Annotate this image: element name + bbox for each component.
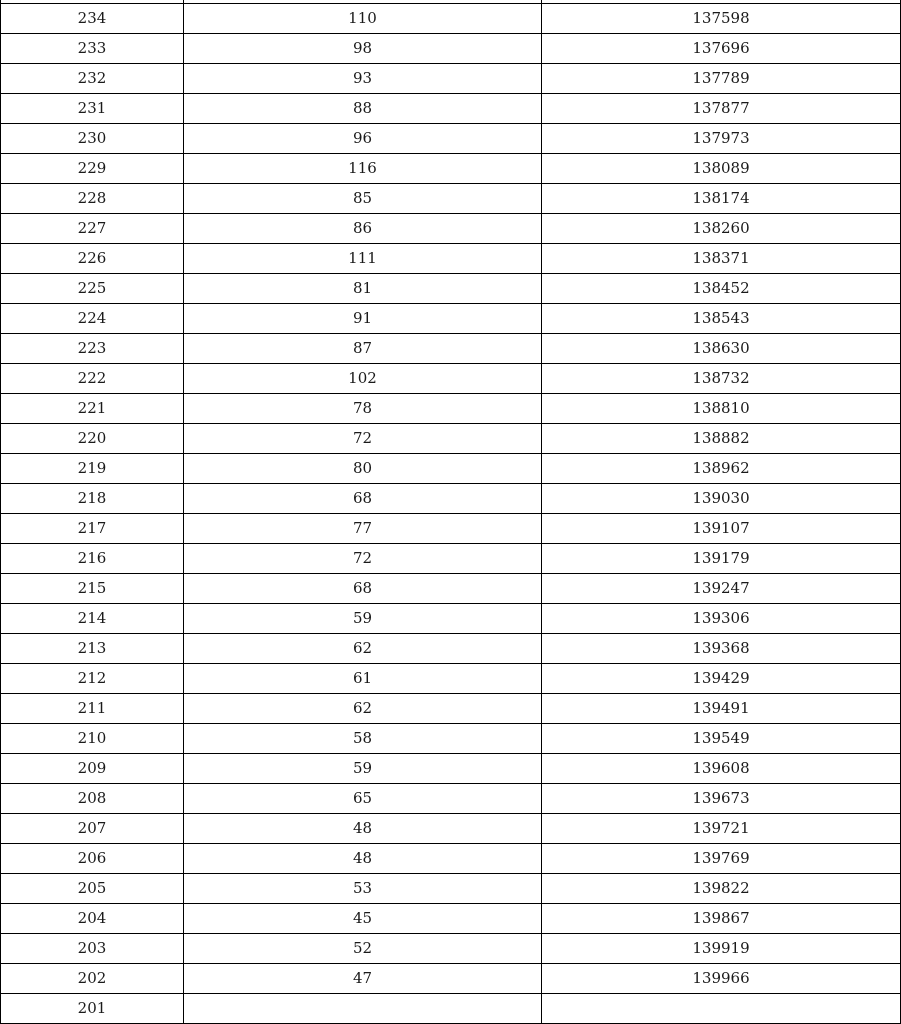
score-cell: 204: [1, 904, 184, 934]
cumulative-count-cell: 139247: [542, 574, 901, 604]
score-cell: 220: [1, 424, 184, 454]
cumulative-count-cell: 138630: [542, 334, 901, 364]
table-row: [1, 364, 901, 394]
table-row: [1, 244, 901, 274]
cumulative-count-cell: 139030: [542, 484, 901, 514]
cumulative-count-cell: 137598: [542, 4, 901, 34]
score-cell: 233: [1, 34, 184, 64]
score-cell: 219: [1, 454, 184, 484]
table-row: [1, 484, 901, 514]
cumulative-count-cell: 139306: [542, 604, 901, 634]
score-cell: 214: [1, 604, 184, 634]
table-row: [1, 64, 901, 94]
cumulative-count-cell: 138089: [542, 154, 901, 184]
cumulative-count-cell: 138260: [542, 214, 901, 244]
cumulative-count-cell: 139966: [542, 964, 901, 994]
count-cell: 65: [184, 784, 542, 814]
count-cell: 62: [184, 694, 542, 724]
cumulative-count-cell: 139822: [542, 874, 901, 904]
cumulative-count-cell: 139491: [542, 694, 901, 724]
table-row: [1, 214, 901, 244]
table-body: [1, 0, 901, 1024]
count-cell: 52: [184, 934, 542, 964]
table-row: [1, 754, 901, 784]
score-cell: 232: [1, 64, 184, 94]
count-cell: 102: [184, 364, 542, 394]
count-cell: 48: [184, 814, 542, 844]
table-row: [1, 574, 901, 604]
score-cell: 217: [1, 514, 184, 544]
count-cell: 86: [184, 214, 542, 244]
score-cell: 203: [1, 934, 184, 964]
count-cell: 58: [184, 724, 542, 754]
table-row: [1, 904, 901, 934]
cumulative-count-cell: 139721: [542, 814, 901, 844]
count-cell: 68: [184, 574, 542, 604]
score-cell: 209: [1, 754, 184, 784]
score-cell: 230: [1, 124, 184, 154]
score-cell: 223: [1, 334, 184, 364]
table-row: [1, 724, 901, 754]
score-cell: 229: [1, 154, 184, 184]
count-cell: 85: [184, 184, 542, 214]
count-cell: 87: [184, 334, 542, 364]
cumulative-count-cell: 139549: [542, 724, 901, 754]
count-cell: [184, 994, 542, 1024]
score-cell: 207: [1, 814, 184, 844]
table-row: [1, 694, 901, 724]
count-cell: 68: [184, 484, 542, 514]
score-cell: 221: [1, 394, 184, 424]
score-cell: 234: [1, 4, 184, 34]
count-cell: 59: [184, 604, 542, 634]
cumulative-count-cell: 139919: [542, 934, 901, 964]
table-row: [1, 514, 901, 544]
score-cell: 216: [1, 544, 184, 574]
table-row: [1, 4, 901, 34]
count-cell: 111: [184, 244, 542, 274]
cumulative-count-cell: 139179: [542, 544, 901, 574]
cumulative-count-cell: 137973: [542, 124, 901, 154]
count-cell: 81: [184, 274, 542, 304]
count-cell: 53: [184, 874, 542, 904]
table-row: [1, 34, 901, 64]
cumulative-count-cell: 138882: [542, 424, 901, 454]
count-cell: 45: [184, 904, 542, 934]
table-row: [1, 334, 901, 364]
count-cell: 91: [184, 304, 542, 334]
cumulative-count-cell: 139673: [542, 784, 901, 814]
table-row: [1, 184, 901, 214]
count-cell: 78: [184, 394, 542, 424]
score-cell: 231: [1, 94, 184, 124]
score-cell: 213: [1, 634, 184, 664]
cumulative-count-cell: [542, 994, 901, 1024]
score-cell: 227: [1, 214, 184, 244]
cumulative-count-cell: 138732: [542, 364, 901, 394]
count-cell: 59: [184, 754, 542, 784]
score-cell: 206: [1, 844, 184, 874]
count-cell: 98: [184, 34, 542, 64]
score-cell: 228: [1, 184, 184, 214]
table-row: [1, 634, 901, 664]
count-cell: 80: [184, 454, 542, 484]
cumulative-count-cell: 137877: [542, 94, 901, 124]
cumulative-count-cell: 138810: [542, 394, 901, 424]
cumulative-count-cell: 137789: [542, 64, 901, 94]
table-row: [1, 964, 901, 994]
score-cell: 215: [1, 574, 184, 604]
count-cell: 48: [184, 844, 542, 874]
cumulative-count-cell: 138371: [542, 244, 901, 274]
score-cell: 208: [1, 784, 184, 814]
table-row: [1, 154, 901, 184]
cumulative-count-cell: 139769: [542, 844, 901, 874]
score-cell: 211: [1, 694, 184, 724]
table-row: [1, 94, 901, 124]
count-cell: 116: [184, 154, 542, 184]
score-cell: 205: [1, 874, 184, 904]
count-cell: 72: [184, 424, 542, 454]
table-row: [1, 784, 901, 814]
table-row: [1, 544, 901, 574]
count-cell: 61: [184, 664, 542, 694]
table-row: [1, 124, 901, 154]
score-cell: 226: [1, 244, 184, 274]
table-row: [1, 664, 901, 694]
score-cell: 212: [1, 664, 184, 694]
table-row: [1, 814, 901, 844]
score-cell: 218: [1, 484, 184, 514]
cumulative-count-cell: 138452: [542, 274, 901, 304]
count-cell: 96: [184, 124, 542, 154]
score-cell: 210: [1, 724, 184, 754]
count-cell: 72: [184, 544, 542, 574]
table-row: [1, 874, 901, 904]
count-cell: 93: [184, 64, 542, 94]
count-cell: 77: [184, 514, 542, 544]
table-row: [1, 604, 901, 634]
count-cell: 110: [184, 4, 542, 34]
table-row: [1, 934, 901, 964]
count-cell: 62: [184, 634, 542, 664]
score-cell: 225: [1, 274, 184, 304]
table-row: [1, 304, 901, 334]
cumulative-count-cell: 139107: [542, 514, 901, 544]
score-cell: 201: [1, 994, 184, 1024]
cumulative-count-cell: 137696: [542, 34, 901, 64]
cumulative-count-cell: 138174: [542, 184, 901, 214]
table-row: [1, 274, 901, 304]
table-row: [1, 454, 901, 484]
count-cell: 88: [184, 94, 542, 124]
table-row: [1, 994, 901, 1024]
score-cell: 202: [1, 964, 184, 994]
table-row: [1, 844, 901, 874]
cumulative-count-cell: 138543: [542, 304, 901, 334]
cumulative-count-cell: 138962: [542, 454, 901, 484]
cumulative-count-cell: 139429: [542, 664, 901, 694]
table-row: [1, 424, 901, 454]
score-cell: 224: [1, 304, 184, 334]
cumulative-count-cell: 139608: [542, 754, 901, 784]
score-cell: 222: [1, 364, 184, 394]
count-cell: 47: [184, 964, 542, 994]
cumulative-count-cell: 139867: [542, 904, 901, 934]
table-row: [1, 394, 901, 424]
cumulative-count-cell: 139368: [542, 634, 901, 664]
